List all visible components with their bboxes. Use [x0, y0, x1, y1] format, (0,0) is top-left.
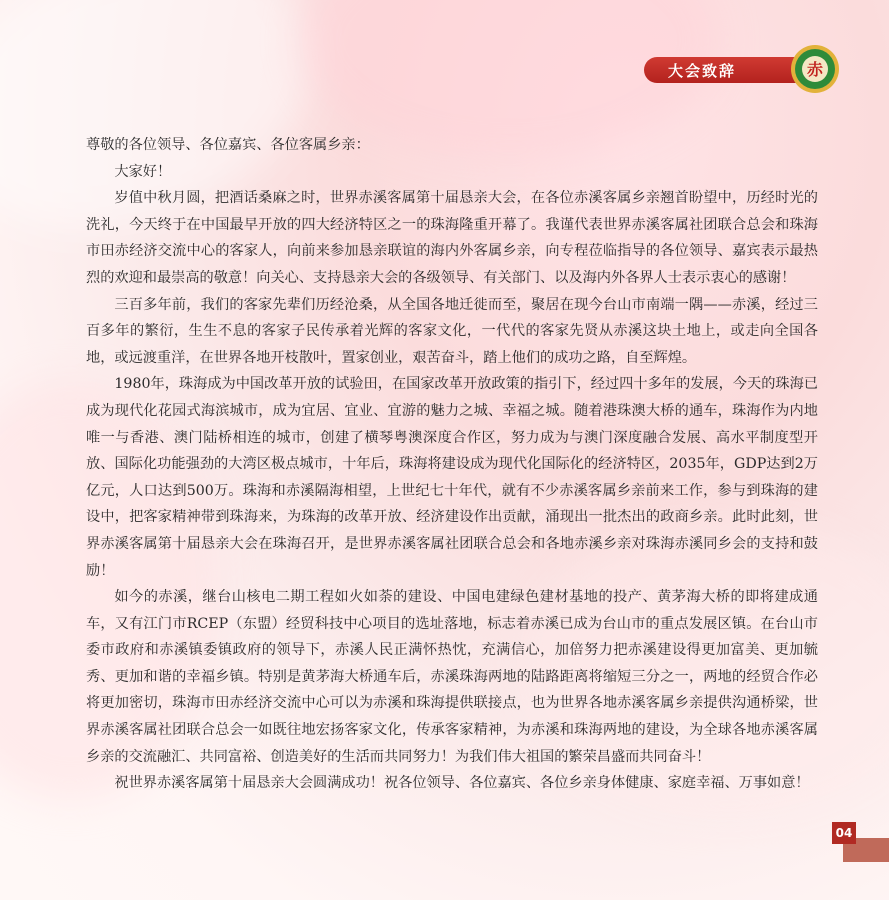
- paragraph-greeting: 大家好！: [114, 163, 172, 180]
- paragraph-opening: 岁值中秋月圆，把酒话桑麻之时，世界赤溪客属第十届恳亲大会，在各位赤溪客属乡亲翘首盼望中，历经时光的洗礼，今天终于在中国最早开放的四大经济特区之一的珠海隆重开幕了。我谨代表世界赤溪客属社团联合总会和珠海市田赤经济交流中心的客家人，向前来参加恳亲联谊的海内外客属乡亲，向专程莅临指导的各位领导、嘉宾表示最热烈的欢迎和最崇高的敬意！向关心、支持恳亲大会的各级领导、有关部门、以及海内外各界人士表示衷心的感谢！: [86, 190, 818, 286]
- paragraph-history: 三百多年前，我们的客家先辈们历经沧桑，从全国各地迁徙而至，聚居在现今台山市南端一隅——赤溪，经过三百多年的繁衍，生生不息的客家子民传承着光辉的客家文化，一代代的客家先贤从赤溪这块土地上，或走向全国各地，或远渡重洋，在世界各地开枝散叶，置家创业，艰苦奋斗，踏上他们的成功之路，自至辉煌。: [86, 296, 818, 366]
- emblem-character: 赤: [806, 60, 824, 79]
- page-number: 04: [832, 822, 856, 844]
- section-title: 大会致辞: [668, 61, 737, 80]
- paragraph-zhuhai: 1980年，珠海成为中国改革开放的试验田，在国家改革开放政策的指引下，经过四十多年的发展，今天的珠海已成为现代化花园式海滨城市，成为宜居、宜业、宜游的魅力之城、幸福之城。随着港珠澳大桥的通车，珠海作为内地唯一与香港、澳门陆桥相连的城市，创建了横琴粤澳深度合作区，努力成为与澳门深度融合发展、高水平制度型开放、国际化功能强劲的大湾区极点城市，十年后，珠海将建设成为现代化国际化的经济特区，2035年，GDP达到2万亿元，人口达到500万。珠海和赤溪隔海相望，上世纪七十年代，就有不少赤溪客属乡亲前来工作，参与到珠海的建设中，把客家精神带到珠海来，为珠海的改革开放、经济建设作出贡献，涌现出一批杰出的政商乡亲。此时此刻，世界赤溪客属第十届恳亲大会在珠海召开，是世界赤溪客属社团联合总会和各地赤溪乡亲对珠海赤溪同乡会的支持和鼓励！: [86, 376, 818, 579]
- salutation: 尊敬的各位领导、各位嘉宾、各位客属乡亲：: [86, 137, 370, 153]
- paragraph-closing: 祝世界赤溪客属第十届恳亲大会圆满成功！祝各位领导、各位嘉宾、各位乡亲身体健康、家庭幸福、万事如意！: [114, 775, 810, 792]
- association-emblem-icon: [790, 44, 840, 94]
- paragraph-chixi-today: 如今的赤溪，继台山核电二期工程如火如荼的建设、中国电建绿色建材基地的投产、黄茅海大桥的即将建成通车，又有江门市RCEP（东盟）经贸科技中心项目的选址落地，标志着赤溪已成为台山市的重点发展区镇。在台山市委市政府和赤溪镇委镇政府的领导下，赤溪人民正满怀热忱，充满信心，加倍努力把赤溪建设得更加富美、更加毓秀、更加和谐的幸福乡镇。特别是黄茅海大桥通车后，赤溪珠海两地的陆路距离将缩短三分之一，两地的经贸合作必将更加密切，珠海市田赤经济交流中心可以为赤溪和珠海提供联接点，也为世界各地赤溪客属乡亲提供沟通桥梁，世界赤溪客属社团联合总会一如既往地宏扬客家文化，传承客家精神，为赤溪和珠海两地的建设，为全球各地赤溪客属乡亲的交流融汇、共同富裕、创造美好的生活而共同努力！为我们伟大祖国的繁荣昌盛而共同奋斗！: [86, 589, 818, 765]
- section-title-tab: [644, 57, 814, 83]
- speech-body: [86, 132, 818, 797]
